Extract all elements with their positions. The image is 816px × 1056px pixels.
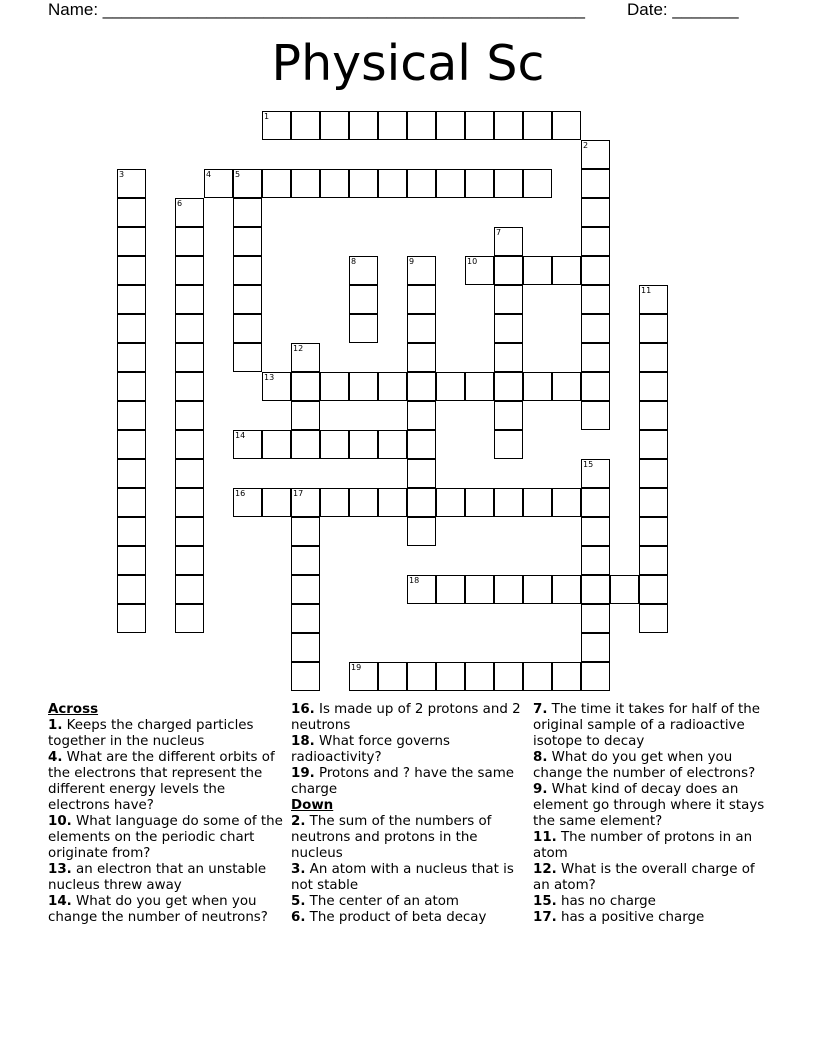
grid-cell[interactable] <box>523 372 552 401</box>
grid-cell[interactable] <box>581 517 610 546</box>
cell-number: 13 <box>264 373 275 382</box>
grid-cell[interactable] <box>552 488 581 517</box>
cell-number: 3 <box>119 170 125 179</box>
grid-cell[interactable] <box>175 488 204 517</box>
grid-cell[interactable] <box>494 285 523 314</box>
clue-text: What language do some of the elements on the periodic chart originate from? <box>48 814 283 861</box>
grid-cell[interactable] <box>639 401 668 430</box>
grid-cell[interactable] <box>407 343 436 372</box>
cell-number: 4 <box>206 170 212 179</box>
cell-number: 1 <box>264 112 270 121</box>
grid-cell[interactable] <box>581 662 610 691</box>
clue-number: 16. <box>291 702 315 717</box>
clue <box>48 894 284 926</box>
clue-number: 18. <box>291 734 315 749</box>
clue-text: Is made up of 2 protons and 2 neutrons <box>291 702 521 733</box>
grid-cell[interactable] <box>233 169 262 198</box>
grid-cell[interactable] <box>291 604 320 633</box>
grid-cell[interactable] <box>639 430 668 459</box>
clue-text: What are the different orbits of the electrons that represent the different energy levels the electrons have? <box>48 750 275 813</box>
grid-cell[interactable] <box>117 314 146 343</box>
cell-number: 2 <box>583 141 589 150</box>
grid-cell[interactable] <box>117 488 146 517</box>
grid-cell[interactable] <box>465 575 494 604</box>
grid-cell[interactable] <box>291 343 320 372</box>
grid-cell[interactable] <box>175 430 204 459</box>
clue <box>533 750 773 782</box>
grid-cell[interactable] <box>349 314 378 343</box>
grid-cell[interactable] <box>581 256 610 285</box>
grid-cell[interactable] <box>175 285 204 314</box>
grid-cell[interactable] <box>262 430 291 459</box>
grid-cell[interactable] <box>465 662 494 691</box>
grid-cell[interactable] <box>552 372 581 401</box>
grid-cell[interactable] <box>639 285 668 314</box>
clue-text: has a positive charge <box>556 910 705 925</box>
grid-cell[interactable] <box>552 111 581 140</box>
grid-cell[interactable] <box>349 111 378 140</box>
grid-cell[interactable] <box>262 488 291 517</box>
cell-number: 7 <box>496 228 502 237</box>
grid-cell[interactable] <box>465 111 494 140</box>
cell-number: 8 <box>351 257 357 266</box>
clue-text: The center of an atom <box>305 894 459 909</box>
grid-cell[interactable] <box>117 285 146 314</box>
grid-cell[interactable] <box>291 488 320 517</box>
clue-text: The number of protons in an atom <box>533 830 753 861</box>
clue <box>533 830 773 862</box>
grid-cell[interactable] <box>233 227 262 256</box>
grid-cell[interactable] <box>378 430 407 459</box>
grid-cell[interactable] <box>639 575 668 604</box>
grid-cell[interactable] <box>262 111 291 140</box>
clue <box>48 750 284 814</box>
grid-cell[interactable] <box>407 459 436 488</box>
grid-cell[interactable] <box>117 169 146 198</box>
grid-cell[interactable] <box>233 285 262 314</box>
grid-cell[interactable] <box>581 227 610 256</box>
grid-cell[interactable] <box>581 372 610 401</box>
clue-text: The product of beta decay <box>305 910 487 925</box>
grid-cell[interactable] <box>117 604 146 633</box>
cell-number: 5 <box>235 170 241 179</box>
grid-cell[interactable] <box>204 169 233 198</box>
cell-number: 10 <box>467 257 478 266</box>
grid-cell[interactable] <box>407 401 436 430</box>
grid-cell[interactable] <box>436 111 465 140</box>
grid-cell[interactable] <box>581 401 610 430</box>
grid-cell[interactable] <box>436 169 465 198</box>
grid-cell[interactable] <box>117 517 146 546</box>
grid-cell[interactable] <box>465 169 494 198</box>
cell-number: 9 <box>409 257 415 266</box>
grid-cell[interactable] <box>175 227 204 256</box>
grid-cell[interactable] <box>407 575 436 604</box>
clue-number: 5. <box>291 894 306 909</box>
grid-cell[interactable] <box>117 227 146 256</box>
clue-text: An atom with a nucleus that is not stable <box>291 862 514 893</box>
grid-cell[interactable] <box>291 430 320 459</box>
grid-cell[interactable] <box>320 372 349 401</box>
grid-cell[interactable] <box>407 169 436 198</box>
grid-cell[interactable] <box>581 314 610 343</box>
grid-cell[interactable] <box>378 488 407 517</box>
grid-cell[interactable] <box>233 343 262 372</box>
clue-number: 7. <box>533 702 548 717</box>
grid-cell[interactable] <box>610 575 639 604</box>
grid-cell[interactable] <box>639 546 668 575</box>
grid-cell[interactable] <box>639 459 668 488</box>
clue-number: 10. <box>48 814 72 829</box>
grid-cell[interactable] <box>436 372 465 401</box>
clue-number: 8. <box>533 750 548 765</box>
grid-cell[interactable] <box>233 314 262 343</box>
grid-cell[interactable] <box>291 111 320 140</box>
grid-cell[interactable] <box>523 169 552 198</box>
grid-cell[interactable] <box>117 343 146 372</box>
clue-number: 14. <box>48 894 72 909</box>
clue-text: The time it takes for half of the original sample of a radioactive isotope to decay <box>533 702 760 749</box>
grid-cell[interactable] <box>494 111 523 140</box>
clue <box>48 718 284 750</box>
grid-cell[interactable] <box>233 256 262 285</box>
clue-number: 11. <box>533 830 557 845</box>
section-heading-across: Across <box>48 702 99 717</box>
clue-number: 13. <box>48 862 72 877</box>
grid-cell[interactable] <box>494 430 523 459</box>
grid-cell[interactable] <box>117 575 146 604</box>
clue <box>291 910 527 926</box>
clue-number: 19. <box>291 766 315 781</box>
grid-cell[interactable] <box>552 575 581 604</box>
grid-cell[interactable] <box>465 488 494 517</box>
grid-cell[interactable] <box>378 169 407 198</box>
grid-cell[interactable] <box>581 546 610 575</box>
clue-text: has no charge <box>556 894 656 909</box>
grid-cell[interactable] <box>175 604 204 633</box>
grid-cell[interactable] <box>494 575 523 604</box>
grid-cell[interactable] <box>349 256 378 285</box>
clue <box>291 766 527 798</box>
clue-number: 9. <box>533 782 548 797</box>
grid-cell[interactable] <box>262 169 291 198</box>
grid-cell[interactable] <box>523 111 552 140</box>
grid-cell[interactable] <box>117 459 146 488</box>
grid-cell[interactable] <box>291 546 320 575</box>
grid-cell[interactable] <box>436 488 465 517</box>
cell-number: 6 <box>177 199 183 208</box>
clue-column-2 <box>291 702 527 926</box>
grid-cell[interactable] <box>378 111 407 140</box>
clue-number: 2. <box>291 814 306 829</box>
clue <box>291 734 527 766</box>
grid-cell[interactable] <box>320 111 349 140</box>
grid-cell[interactable] <box>407 111 436 140</box>
grid-cell[interactable] <box>233 198 262 227</box>
cell-number: 17 <box>293 489 304 498</box>
grid-cell[interactable] <box>494 314 523 343</box>
grid-cell[interactable] <box>233 488 262 517</box>
clue <box>533 702 773 750</box>
grid-cell[interactable] <box>175 314 204 343</box>
grid-cell[interactable] <box>494 488 523 517</box>
grid-cell[interactable] <box>523 488 552 517</box>
grid-cell[interactable] <box>581 488 610 517</box>
grid-cell[interactable] <box>494 256 523 285</box>
grid-cell[interactable] <box>175 198 204 227</box>
grid-cell[interactable] <box>117 198 146 227</box>
grid-cell[interactable] <box>407 662 436 691</box>
grid-cell[interactable] <box>407 285 436 314</box>
grid-cell[interactable] <box>378 372 407 401</box>
grid-cell[interactable] <box>117 401 146 430</box>
grid-cell[interactable] <box>465 256 494 285</box>
grid-cell[interactable] <box>523 662 552 691</box>
clue <box>291 702 527 734</box>
grid-cell[interactable] <box>581 633 610 662</box>
name-line: Name: ___________________________________________________ <box>48 0 585 19</box>
grid-cell[interactable] <box>291 575 320 604</box>
grid-cell[interactable] <box>349 169 378 198</box>
grid-cell[interactable] <box>639 604 668 633</box>
grid-cell[interactable] <box>291 372 320 401</box>
grid-cell[interactable] <box>581 169 610 198</box>
grid-cell[interactable] <box>291 662 320 691</box>
grid-cell[interactable] <box>175 343 204 372</box>
grid-cell[interactable] <box>349 662 378 691</box>
clue <box>291 894 527 910</box>
grid-cell[interactable] <box>117 430 146 459</box>
grid-cell[interactable] <box>581 198 610 227</box>
grid-cell[interactable] <box>349 372 378 401</box>
grid-cell[interactable] <box>581 459 610 488</box>
grid-cell[interactable] <box>581 604 610 633</box>
grid-cell[interactable] <box>175 401 204 430</box>
grid-cell[interactable] <box>320 169 349 198</box>
clue-text: What do you get when you change the number of neutrons? <box>48 894 268 925</box>
grid-cell[interactable] <box>117 256 146 285</box>
grid-cell[interactable] <box>349 430 378 459</box>
clue-text: What force governs radioactivity? <box>291 734 450 765</box>
grid-cell[interactable] <box>552 256 581 285</box>
puzzle-title: Physical Sc <box>271 35 545 92</box>
grid-cell[interactable] <box>552 662 581 691</box>
grid-cell[interactable] <box>407 256 436 285</box>
clue-text: What do you get when you change the number of electrons? <box>533 750 756 781</box>
clue <box>533 782 773 830</box>
grid-cell[interactable] <box>494 343 523 372</box>
grid-cell[interactable] <box>407 517 436 546</box>
cell-number: 16 <box>235 489 246 498</box>
clue <box>533 910 773 926</box>
grid-cell[interactable] <box>436 662 465 691</box>
grid-cell[interactable] <box>175 256 204 285</box>
grid-cell[interactable] <box>175 575 204 604</box>
clue-text: The sum of the numbers of neutrons and protons in the nucleus <box>291 814 492 861</box>
clue-text: an electron that an unstable nucleus threw away <box>48 862 267 893</box>
clue <box>291 814 527 862</box>
clue-text: What is the overall charge of an atom? <box>533 862 755 893</box>
cell-number: 14 <box>235 431 246 440</box>
grid-cell[interactable] <box>581 285 610 314</box>
grid-cell[interactable] <box>233 430 262 459</box>
section-heading-down: Down <box>291 798 334 813</box>
clue <box>291 862 527 894</box>
cell-number: 18 <box>409 576 420 585</box>
grid-cell[interactable] <box>465 372 494 401</box>
grid-cell[interactable] <box>407 488 436 517</box>
clue-text: What kind of decay does an element go through where it stays the same element? <box>533 782 765 829</box>
grid-cell[interactable] <box>378 662 407 691</box>
date-line: Date: _______ <box>627 0 739 19</box>
grid-cell[interactable] <box>175 517 204 546</box>
grid-cell[interactable] <box>639 314 668 343</box>
clue-number: 6. <box>291 910 306 925</box>
grid-cell[interactable] <box>639 517 668 546</box>
clue-number: 4. <box>48 750 63 765</box>
grid-cell[interactable] <box>494 662 523 691</box>
grid-cell[interactable] <box>581 343 610 372</box>
grid-cell[interactable] <box>639 343 668 372</box>
grid-cell[interactable] <box>291 169 320 198</box>
cell-number: 11 <box>641 286 652 295</box>
clue-column-3 <box>533 702 773 926</box>
grid-cell[interactable] <box>407 430 436 459</box>
clue <box>533 894 773 910</box>
clue-number: 17. <box>533 910 557 925</box>
grid-cell[interactable] <box>639 488 668 517</box>
grid-cell[interactable] <box>639 372 668 401</box>
grid-cell[interactable] <box>494 372 523 401</box>
grid-cell[interactable] <box>320 488 349 517</box>
grid-cell[interactable] <box>494 169 523 198</box>
grid-cell[interactable] <box>349 285 378 314</box>
grid-cell[interactable] <box>320 430 349 459</box>
grid-cell[interactable] <box>262 372 291 401</box>
clue-number: 15. <box>533 894 557 909</box>
clue <box>48 814 284 862</box>
cell-number: 12 <box>293 344 304 353</box>
clue-text: Keeps the charged particles together in the nucleus <box>48 718 254 749</box>
clue-column-1 <box>48 702 284 926</box>
grid-cell[interactable] <box>175 372 204 401</box>
grid-cell[interactable] <box>291 633 320 662</box>
clue-number: 1. <box>48 718 63 733</box>
clue-number: 3. <box>291 862 306 877</box>
grid-cell[interactable] <box>117 546 146 575</box>
cell-number: 19 <box>351 663 362 672</box>
grid-cell[interactable] <box>291 401 320 430</box>
grid-cell[interactable] <box>581 575 610 604</box>
clue <box>533 862 773 894</box>
grid-cell[interactable] <box>494 401 523 430</box>
grid-cell[interactable] <box>494 227 523 256</box>
grid-cell[interactable] <box>349 488 378 517</box>
clue-text: Protons and ? have the same charge <box>291 766 515 797</box>
clue-number: 12. <box>533 862 557 877</box>
grid-cell[interactable] <box>523 256 552 285</box>
grid-cell[interactable] <box>407 372 436 401</box>
grid-cell[interactable] <box>175 546 204 575</box>
grid-cell[interactable] <box>175 459 204 488</box>
cell-number: 15 <box>583 460 594 469</box>
grid-cell[interactable] <box>407 314 436 343</box>
clue <box>48 862 284 894</box>
grid-cell[interactable] <box>291 517 320 546</box>
grid-cell[interactable] <box>581 140 610 169</box>
grid-cell[interactable] <box>117 372 146 401</box>
grid-cell[interactable] <box>436 575 465 604</box>
grid-cell[interactable] <box>523 575 552 604</box>
